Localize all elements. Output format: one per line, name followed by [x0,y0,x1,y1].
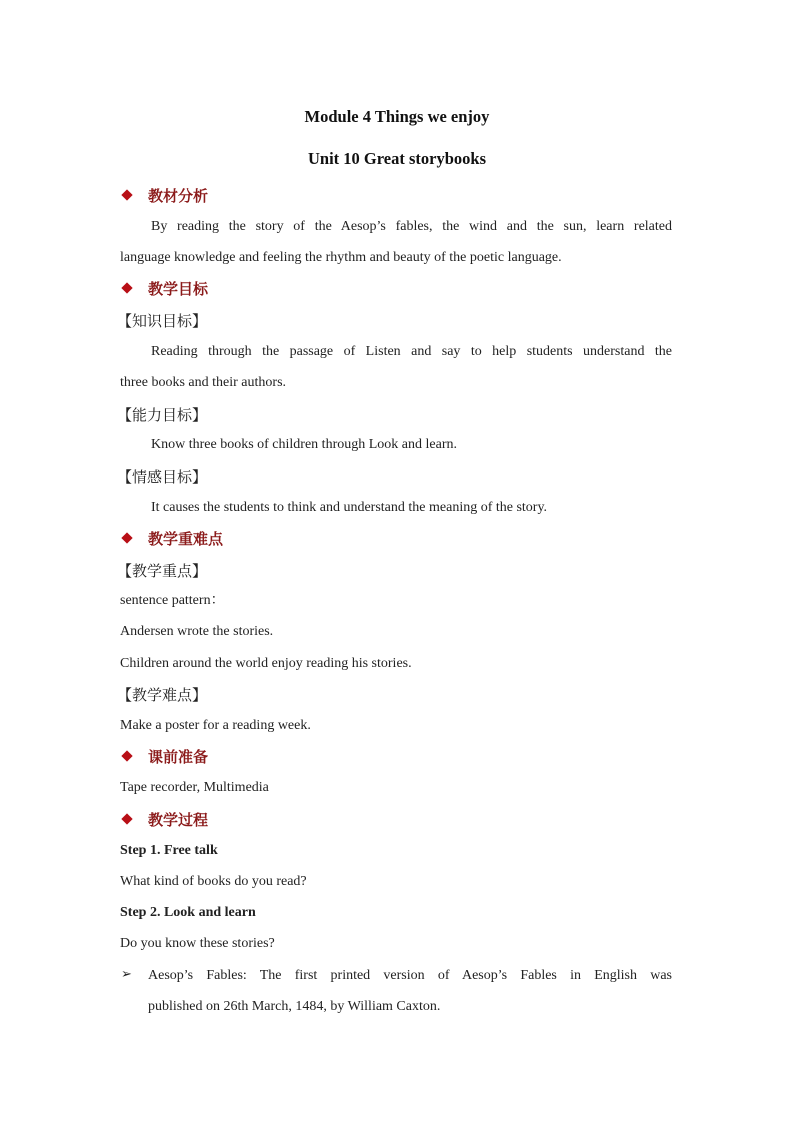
diamond-icon [121,532,132,543]
section-heading-label: 教材分析 [148,186,209,205]
teaching-difficulty-text: Make a poster for a reading week. [120,718,311,733]
arrow-bullet-icon: ➢ [121,967,132,982]
ability-objective-text: Know three books of children through Look and learn. [151,437,457,452]
emotion-objective-text: It causes the students to think and understand the meaning of the story. [151,500,548,515]
bullet-item-line-2: published on 26th March, 1484, by William Caxton. [148,999,441,1014]
teaching-focus-label: 【教学重点】 [117,562,208,580]
step-1-title: Step 1. Free talk [120,843,218,858]
knowledge-objective-label: 【知识目标】 [117,312,208,330]
document-subtitle: Unit 10 Great storybooks [308,149,486,168]
section-heading-process [120,809,208,829]
sentence-pattern-example-1: Andersen wrote the stories. [120,624,274,639]
section-heading-label: 教学重难点 [148,529,224,548]
sentence-pattern-example-2: Children around the world enjoy reading his stories. [120,656,412,671]
sentence-pattern-label: sentence pattern： [120,593,225,608]
section-heading-label: 教学目标 [148,279,209,298]
step-2-title: Step 2. Look and learn [120,905,256,920]
section-heading-analysis [120,185,208,205]
diamond-icon [121,750,132,761]
teaching-difficulty-label: 【教学难点】 [117,686,208,704]
section-heading-key-points [120,528,223,548]
preparation-text: Tape recorder, Multimedia [120,780,269,795]
section-heading-label: 教学过程 [148,810,209,829]
diamond-icon [121,282,132,293]
document-title: Module 4 Things we enjoy [304,107,490,126]
section-heading-label: 课前准备 [148,747,209,766]
section-heading-objectives [120,278,208,298]
bullet-item-line-1: Aesop’s Fables: The first printed version of Aesop’s Fables in English was [148,968,672,983]
analysis-paragraph-line-2: language knowledge and feeling the rhythm and beauty of the poetic language. [120,250,562,265]
analysis-paragraph-line-1: By reading the story of the Aesop’s fables, the wind and the sun, learn related [151,219,672,234]
knowledge-objective-line-2: three books and their authors. [120,375,287,390]
step-2-text: Do you know these stories? [120,936,275,951]
diamond-icon [121,189,132,200]
section-heading-preparation [120,746,208,766]
step-1-text: What kind of books do you read? [120,874,307,889]
knowledge-objective-line-1: Reading through the passage of Listen and say to help students understand the [151,344,672,359]
ability-objective-label: 【能力目标】 [117,406,208,424]
diamond-icon [121,813,132,824]
emotion-objective-label: 【情感目标】 [117,468,208,486]
